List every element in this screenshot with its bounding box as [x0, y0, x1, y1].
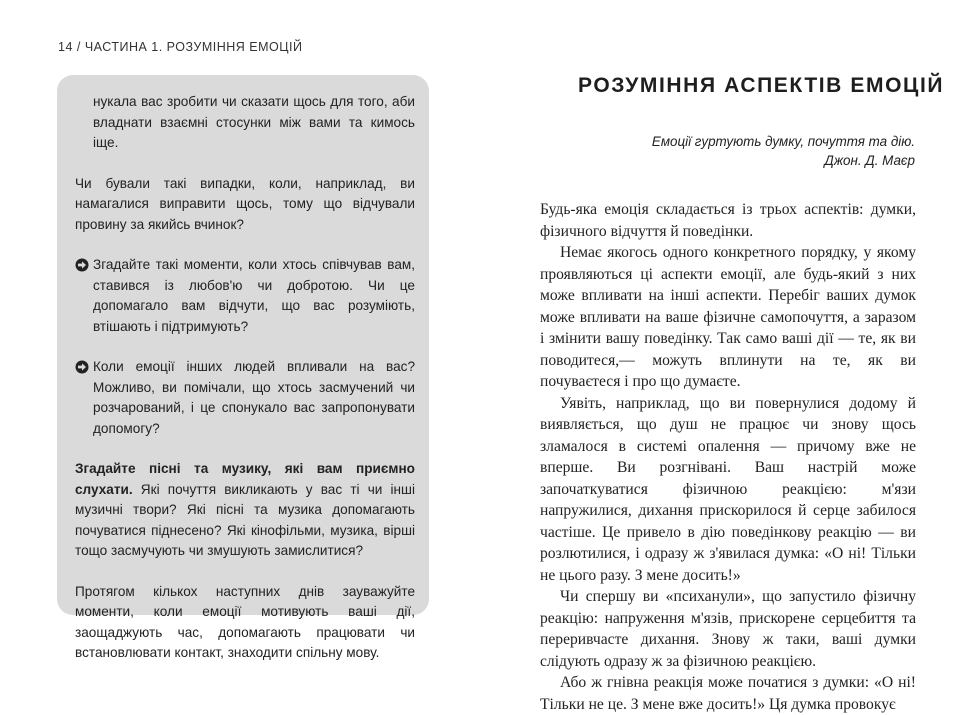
- body-paragraph-3: Уявіть, наприклад, що ви повернулися додому й виявляється, що душ не працює чи знову щось зламалося в системі опалення — причому вже не вперше. Ви розгнівані. Ваш настрій може започаткуватися фізичною реакцією: м'язи напружилися, дихання прискорилося й серце забилося частіше. Це привело в дію поведінкову реакцію — ви розлютилися, і одразу ж з'явилася думка: «О ні! Тільки не цього разу. З мене досить!»: [540, 394, 916, 584]
- body-paragraph-1: Будь-яка емоція складається із трьох аспектів: думки, фізичного відчуття й поведінки.: [540, 201, 916, 240]
- epigraph-author: Джон. Д. Маєр: [824, 153, 915, 168]
- box-paragraph-1: нукала вас зробити чи сказати щось для того, аби владнати взаємні стосунки між вами та кимось іще.: [93, 94, 415, 150]
- body-text: [540, 199, 916, 715]
- running-head: 14 / ЧАСТИНА 1. РОЗУМІННЯ ЕМОЦІЙ: [58, 40, 303, 54]
- box-paragraph-4: Протягом кількох наступних днів зауважуйте моменти, коли емоції мотивують ваші дії, заощаджують час, допомагають працювати чи встановлювати контакт, знаходити спільну мову.: [75, 583, 415, 660]
- box-paragraph-2: Чи бували такі випадки, коли, наприклад, ви намагалися виправити щось, тому що відчували провину за якийсь вчинок?: [75, 175, 415, 232]
- bullet-text-2: Коли емоції інших людей впливали на вас? Можливо, ви помічали, що хтось засмучений чи розчарований, і це спонукало вас запропонувати допомогу?: [93, 359, 415, 436]
- body-paragraph-4: Чи спершу ви «психанули», що запустило фізичну реакцію: напруження м'язів, прискорене серцебиття та переривчасте дихання. Знову ж таки, ваші думки слідують одразу ж за фізичною реакцією.: [540, 588, 916, 670]
- bullet-item-2: [75, 357, 415, 439]
- box-paragraph-3-rest: Які почуття викликають у вас ті чи інші музичні твори? Які пісні та музика допомагають почуватися піднесено? Які кінофільми, музика, вірші тощо засмучують чи змушують замислитися?: [75, 481, 415, 558]
- exercise-box-text: [75, 92, 415, 684]
- bullet-text-1: Згадайте такі моменти, коли хтось співчував вам, ставився із любов'ю чи добротою. Чи це допомагало вам відчути, що вас розуміють, втішають і підтримують?: [93, 257, 415, 334]
- box-paragraph-3-lead: Згадайте пісні та музику, які вам приємно слухати.: [75, 461, 415, 497]
- body-paragraph-2: Немає якогось одного конкретного порядку, у якому проявляються ці аспекти емоції, але будь-який з них може впливати на інші аспекти. Перебіг ваших думок може впливати на ваше фізичне самопочуття, а заразом і змінити вашу поведінку. Так само ваші дії — те, як ви поводитеся,— можуть вплинути на те, як ви почуваєтеся і про що думаєте.: [540, 244, 916, 390]
- right-arrow-circle-icon: [75, 357, 93, 377]
- box-paragraph-3: [75, 459, 415, 562]
- bullet-item-1: [75, 255, 415, 337]
- section-title: РОЗУМІННЯ АСПЕКТІВ ЕМОЦІЙ: [578, 74, 945, 97]
- body-paragraph-5: Або ж гнівна реакція може початися з думки: «О ні! Тільки не це. З мене вже досить!» Ця думка провокує: [540, 674, 916, 713]
- epigraph-quote: Емоції гуртують думку, почуття та дію.: [651, 134, 915, 149]
- epigraph: [585, 132, 915, 170]
- right-arrow-circle-icon: [75, 255, 93, 275]
